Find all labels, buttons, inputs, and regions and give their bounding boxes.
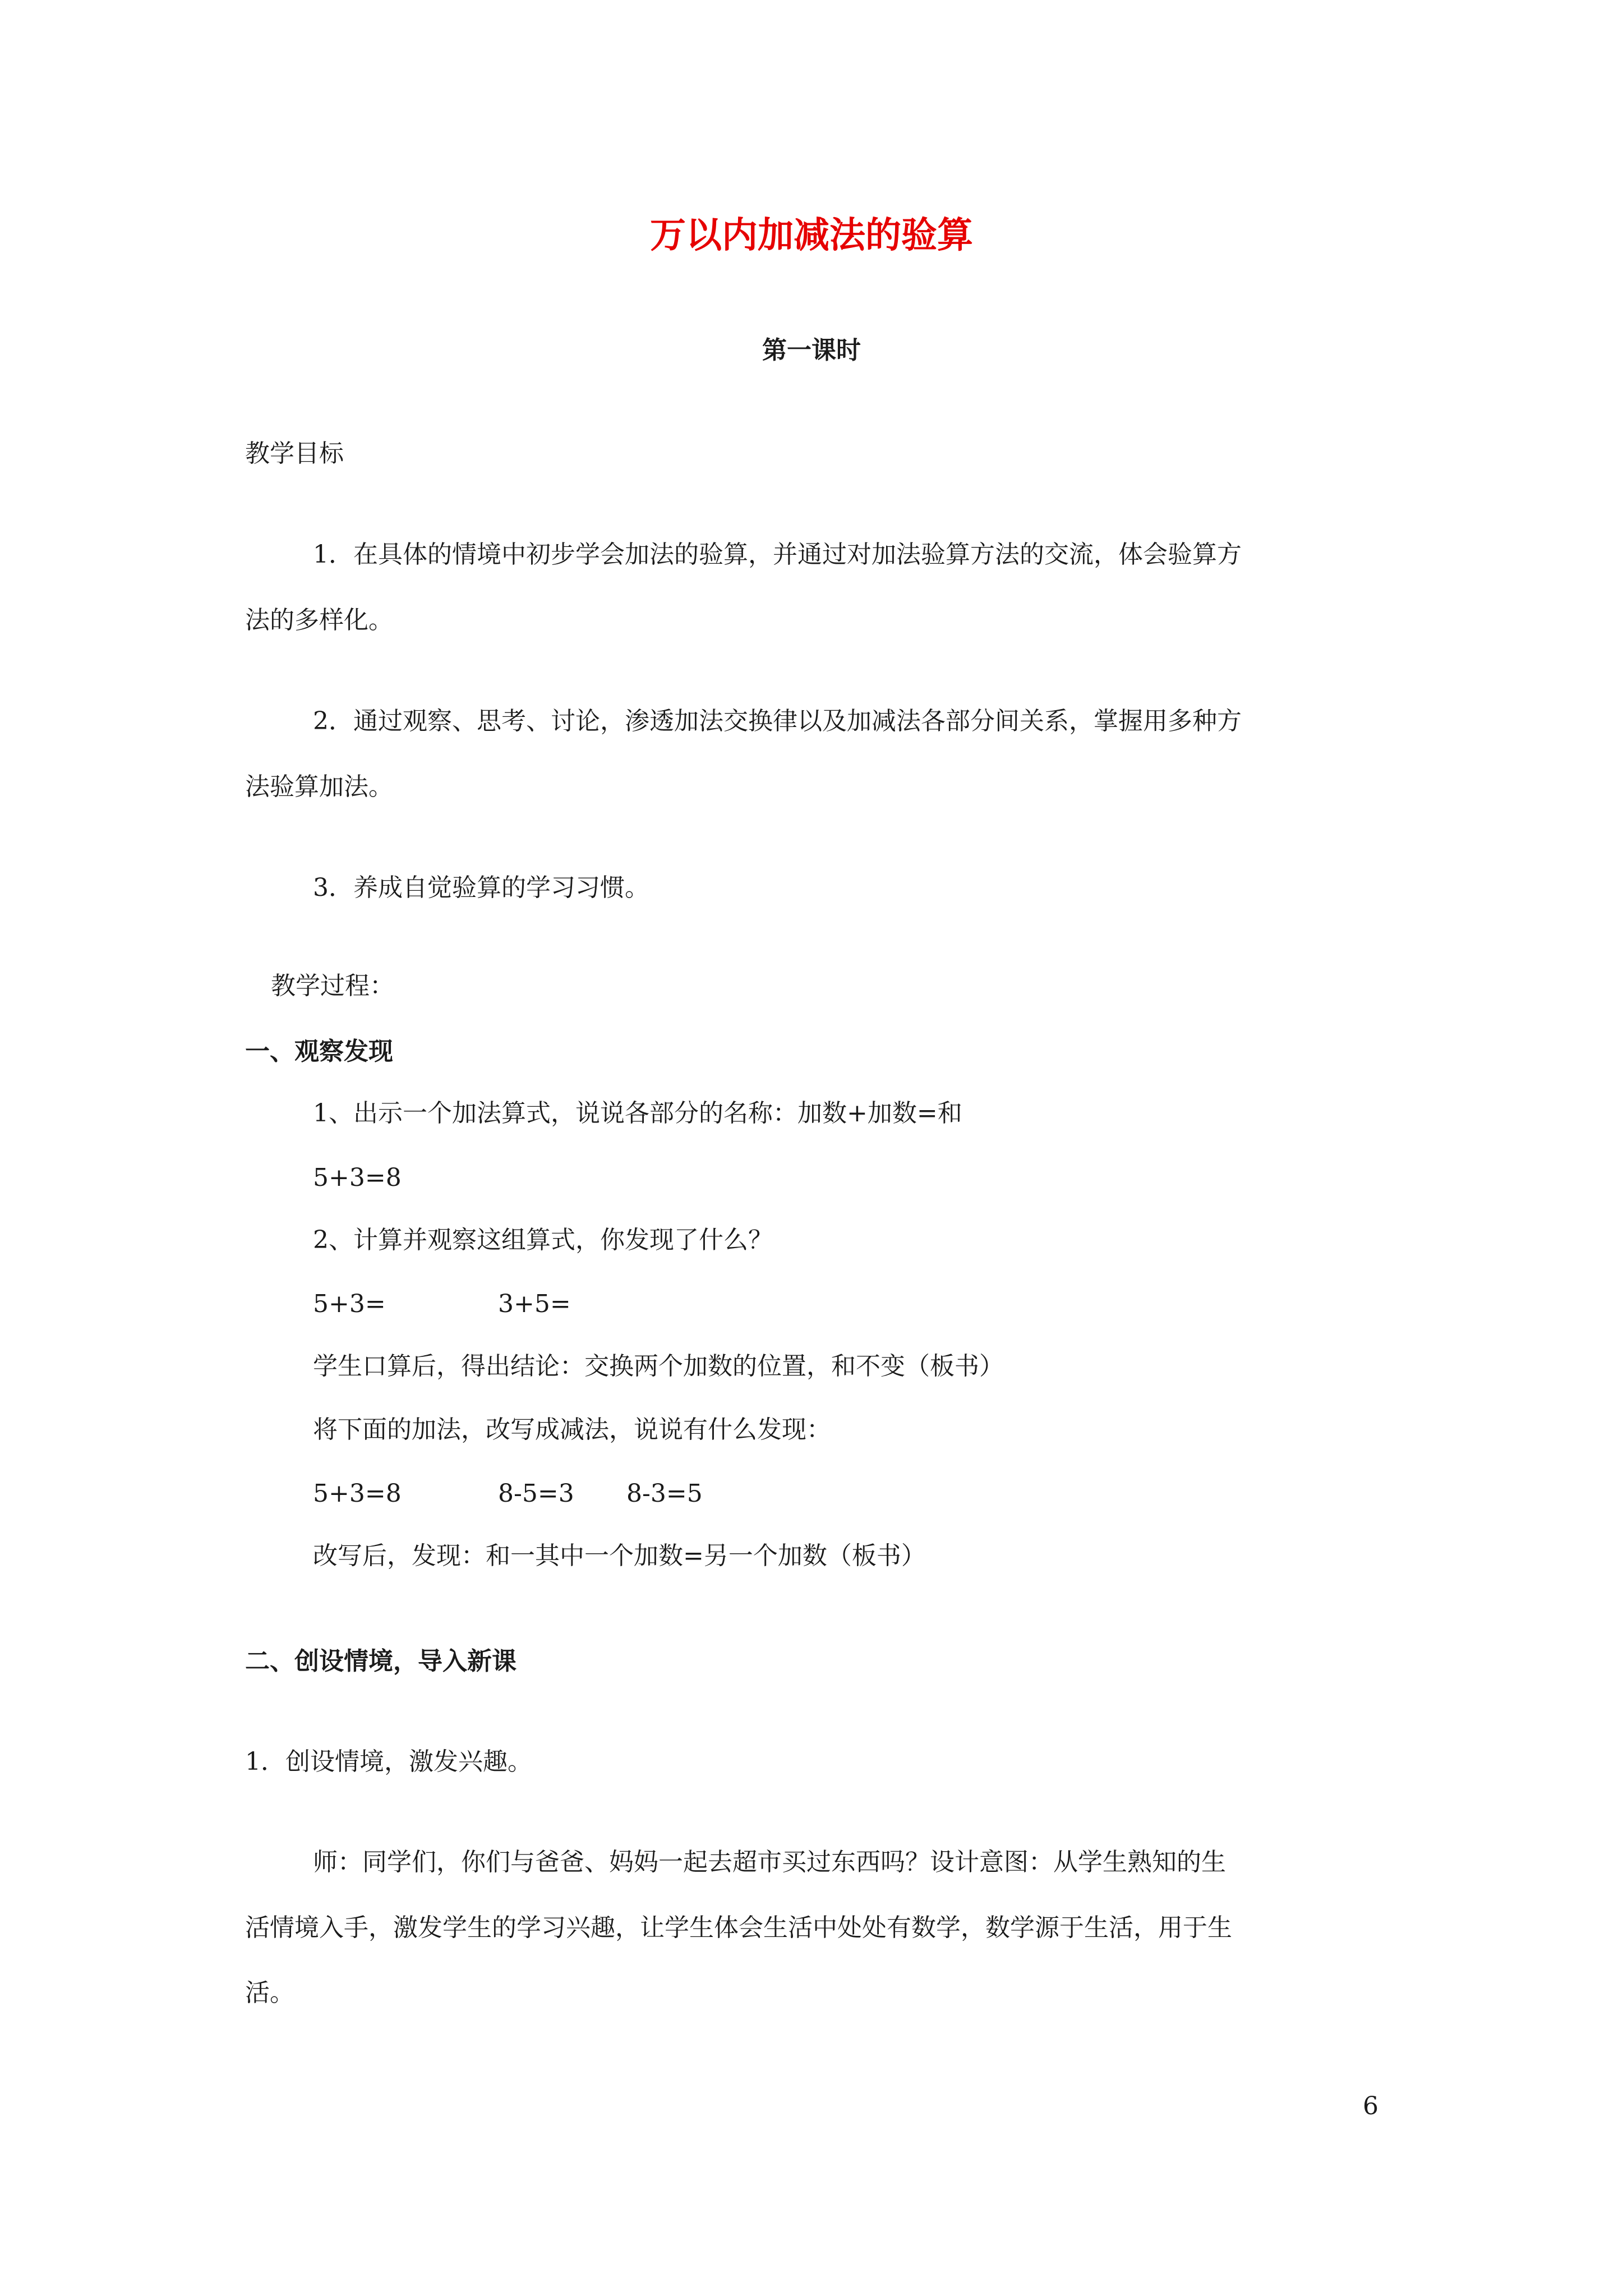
objective-3: 3．养成自觉验算的学习习惯。 <box>313 873 649 902</box>
objective-2-line2: 法验算加法。 <box>245 772 393 801</box>
lesson-subtitle: 第一课时 <box>762 336 861 365</box>
section-1-heading: 一、观察发现 <box>245 1037 393 1066</box>
section-2-heading: 二、创设情境，导入新课 <box>245 1647 517 1676</box>
page-number: 6 <box>1363 2092 1378 2120</box>
section-2-paragraph-line3: 活。 <box>245 1978 294 2007</box>
section-2-paragraph-line1: 师：同学们，你们与爸爸、妈妈一起去超市买过东西吗？设计意图：从学生熟知的生 <box>313 1848 1226 1876</box>
objectives-heading: 教学目标 <box>245 439 344 468</box>
section-1-item-2: 2、计算并观察这组算式，你发现了什么？ <box>313 1226 773 1254</box>
section-1-item-1: 1、出示一个加法算式，说说各部分的名称：加数+加数=和 <box>313 1099 962 1128</box>
equation-cell: 3+5= <box>498 1290 571 1318</box>
objective-1-line1: 1．在具体的情境中初步学会加法的验算，并通过对加法验算方法的交流，体会验算方 <box>313 540 1242 569</box>
section-2-paragraph-line2: 活情境入手，激发学生的学习兴趣，让学生体会生活中处处有数学，数学源于生活，用于生 <box>245 1913 1232 1942</box>
equation-cell: 5+3=8 <box>313 1479 402 1508</box>
equation-cell: 8-5=3 <box>498 1479 574 1508</box>
objective-2-line1: 2．通过观察、思考、讨论，渗透加法交换律以及加减法各部分间关系，掌握用多种方 <box>313 707 1242 735</box>
document-title: 万以内加减法的验算 <box>650 214 973 256</box>
equation-line: 5+3=8 <box>313 1163 402 1192</box>
equation-cell: 5+3= <box>313 1290 386 1318</box>
section-1-rewrite-prompt: 将下面的加法，改写成减法，说说有什么发现： <box>313 1415 831 1444</box>
section-2-item-1: 1．创设情境，激发兴趣。 <box>245 1747 532 1776</box>
equation-cell: 8-3=5 <box>626 1479 703 1508</box>
section-1-conclusion-1: 学生口算后，得出结论：交换两个加数的位置，和不变（板书） <box>313 1352 1004 1381</box>
process-heading: 教学过程： <box>271 972 394 1000</box>
objective-1-line2: 法的多样化。 <box>245 606 393 634</box>
section-1-conclusion-2: 改写后，发现：和一其中一个加数=另一个加数（板书） <box>313 1542 926 1570</box>
